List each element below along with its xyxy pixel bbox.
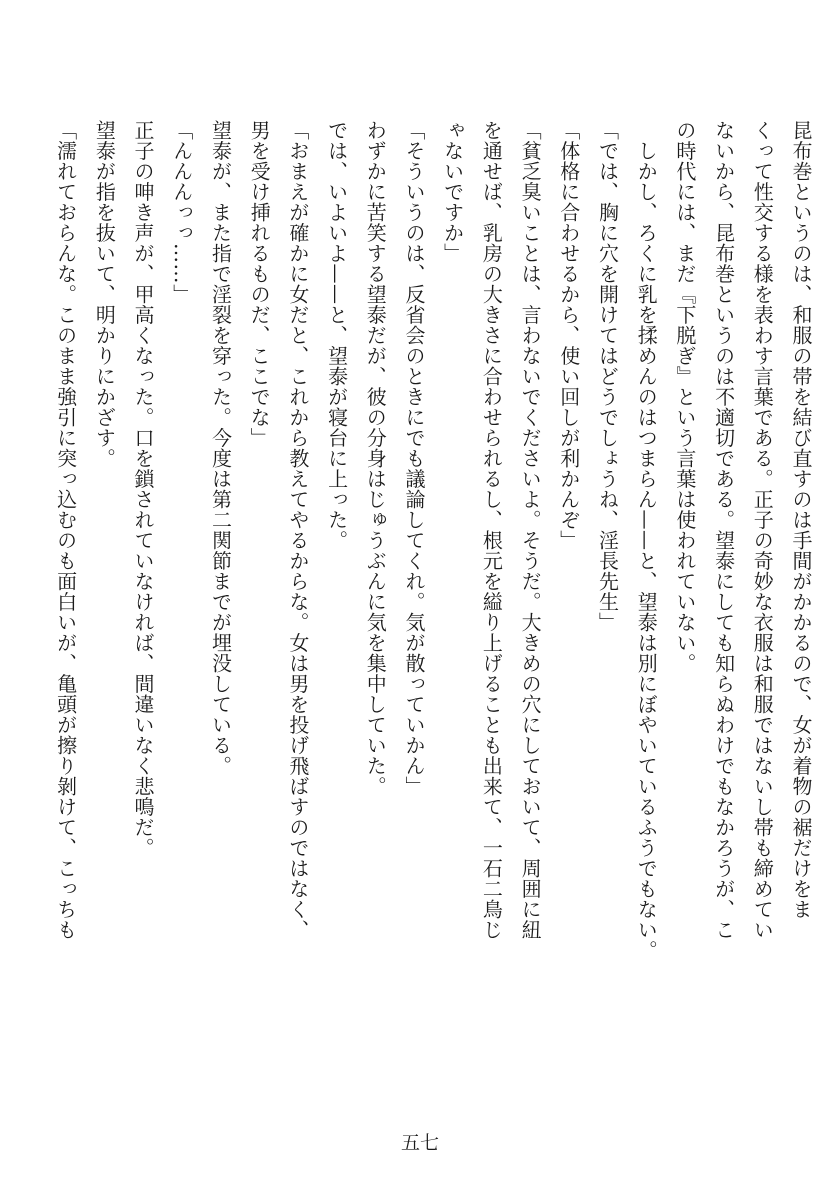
text-line-7: 「体格に合わせるから、使い回しが利かんぞ」 (556, 120, 581, 551)
text-line-4: の時代には、まだ『下脱ぎ』という言葉は使われていない。 (672, 120, 697, 674)
text-line-1: 昆布巻というのは、和服の帯を結び直すのは手間がかかるので、女が着物の裾だけをま (789, 120, 813, 920)
text-line-18: 正子の呻き声が、甲高くなった。口を鎖されていなければ、間違いなく悲鳴だ。 (131, 120, 156, 858)
text-line-3: ないから、昆布巻というのは不適切である。望泰にしても知らぬわけでもなかろうが、こ (711, 120, 736, 940)
text-line-6: 「では、胸に穴を開けてはどうでしょうね、淫長先生」 (595, 120, 620, 633)
text-line-19: 望泰が指を抜いて、明かりにかざす。 (92, 120, 117, 469)
text-line-11: 「そういうのは、反省会のときにでも議論してくれ。気が散っていかん」 (401, 120, 426, 797)
text-line-9: を通せば、乳房の大きさに合わせられるし、根元を縊り上げることも出来て、一石二鳥じ (479, 120, 504, 940)
text-line-15: 男を受け挿れるものだ、ここでな」 (247, 120, 272, 448)
text-line-8: 「貧乏臭いことは、言わないでくださいよ。そうだ。大きめの穴にしておいて、周囲に紐 (518, 120, 543, 940)
text-line-12: わずかに苦笑する望泰だが、彼の分身はじゅうぶんに気を集中していた。 (363, 120, 388, 797)
text-line-16: 望泰が、また指で淫裂を穿った。今度は第二関節までが埋没している。 (208, 120, 233, 776)
text-line-17: 「んんんっっ……」 (169, 120, 194, 305)
text-line-5: しかし、ろくに乳を揉めんのはつまらん——と、望泰は別にぼやいているふうでもない。 (634, 120, 659, 961)
text-line-14: 「おまえが確かに女だと、これから教えてやるからな。女は男を投げ飛ばすのではなく、 (285, 120, 310, 940)
page-number: 五七 (400, 1132, 439, 1154)
text-line-10: ゃないですか」 (440, 120, 465, 264)
text-line-2: くって性交する様を表わす言葉である。正子の奇妙な衣服は和服ではないし帯も締めてい (750, 120, 775, 940)
text-line-13: では、いよいよ——と、望泰が寝台に上った。 (324, 120, 349, 551)
text-line-20: 「濡れておらんな。このまま強引に突っ込むのも面白いが、亀頭が擦り剝けて、こっちも (53, 120, 78, 940)
vertical-text-body (20, 120, 820, 1020)
